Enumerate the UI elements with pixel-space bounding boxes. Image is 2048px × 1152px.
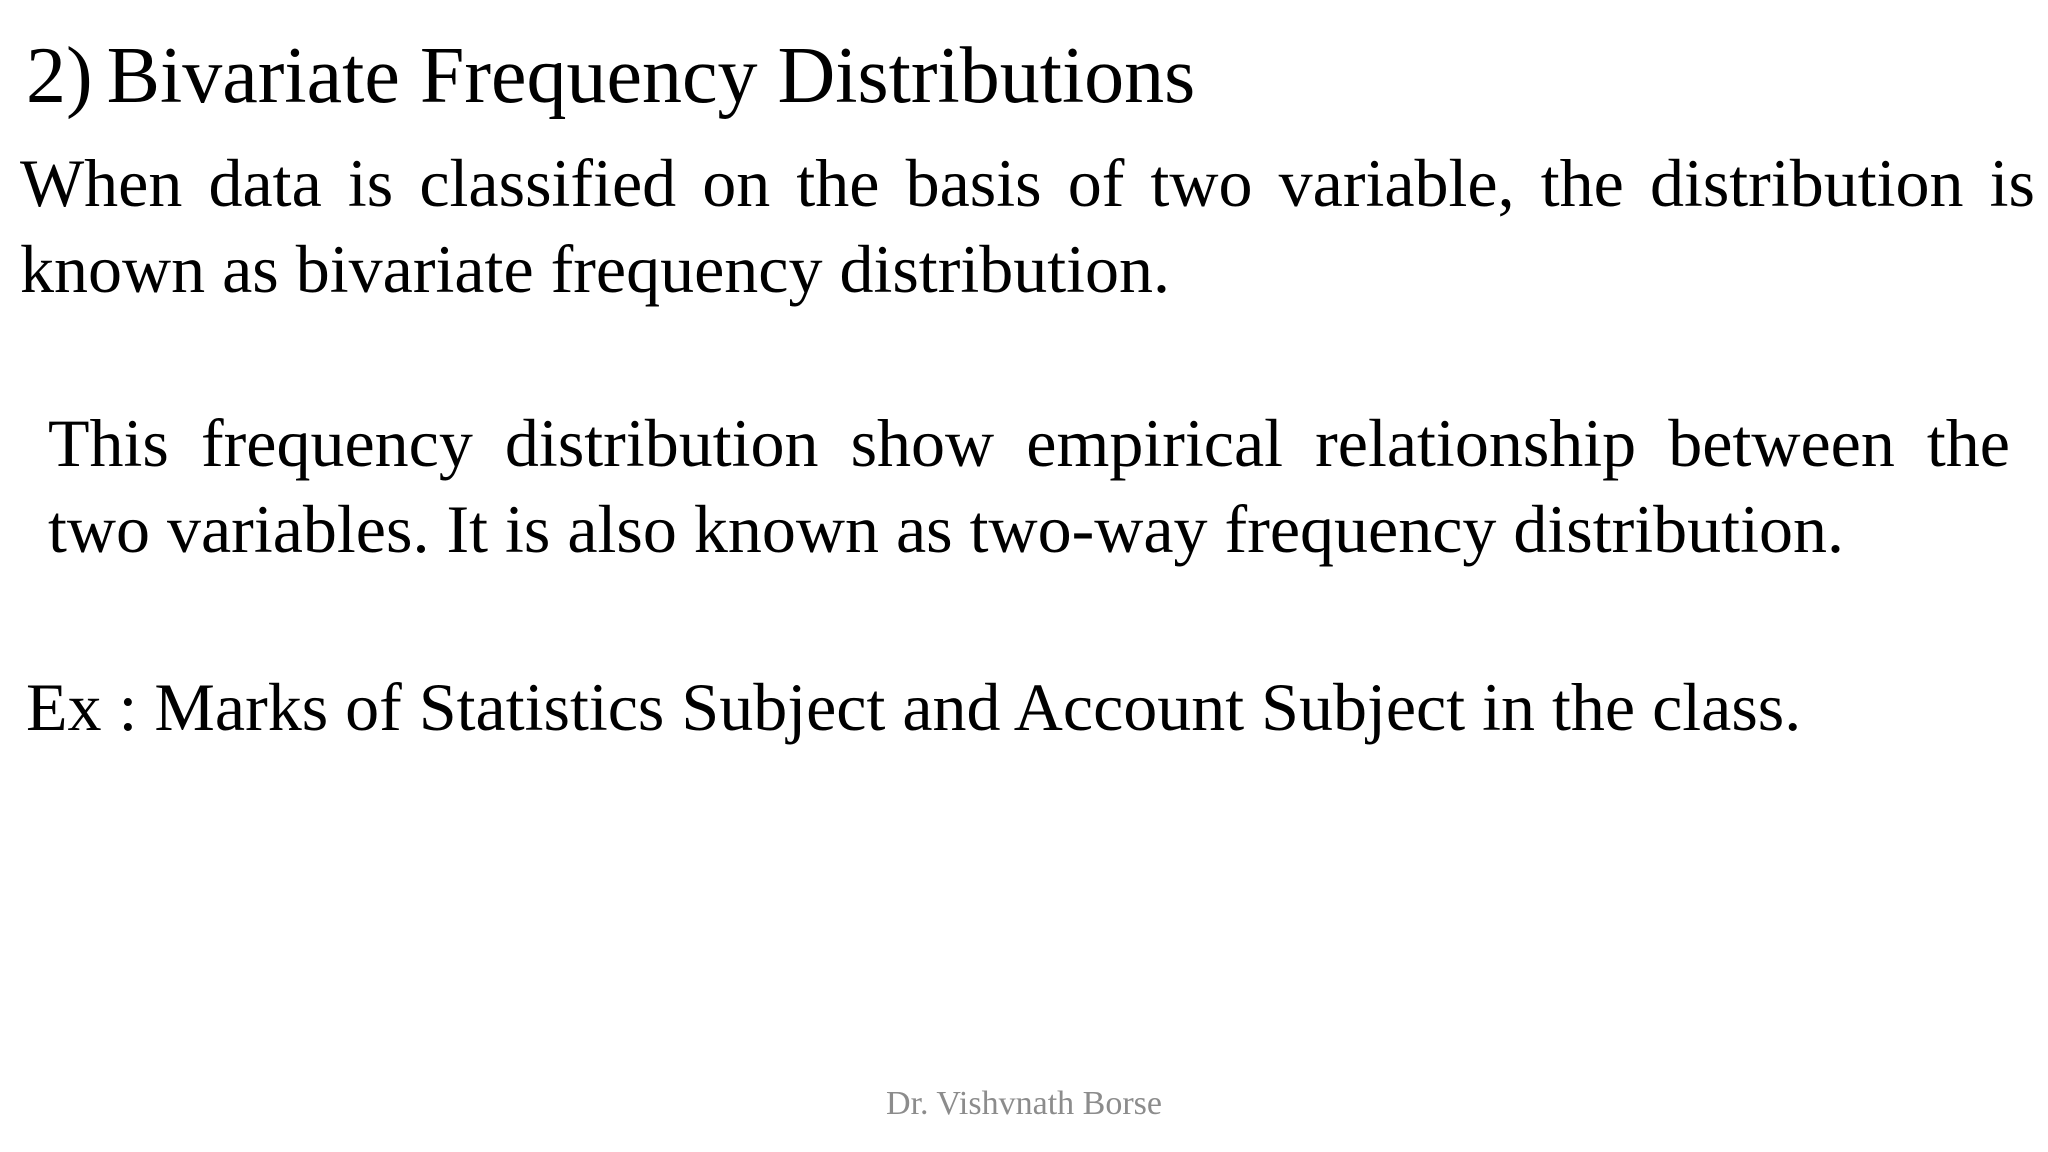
slide-title [26, 28, 1195, 124]
title-number: 2) [26, 32, 93, 120]
relationship-paragraph: This frequency distribution show empirical relationship between the two variables. It is also known as two-way frequency distribution. [48, 405, 2010, 567]
footer-author: Dr. Vishvnath Borse [886, 1085, 1162, 1122]
definition-paragraph: When data is classified on the basis of two variable, the distribution is known as bivariate frequency distribution. [20, 145, 2035, 307]
example-line: Ex : Marks of Statistics Subject and Account Subject in the class. [26, 669, 1802, 745]
title-text: Bivariate Frequency Distributions [106, 32, 1196, 120]
